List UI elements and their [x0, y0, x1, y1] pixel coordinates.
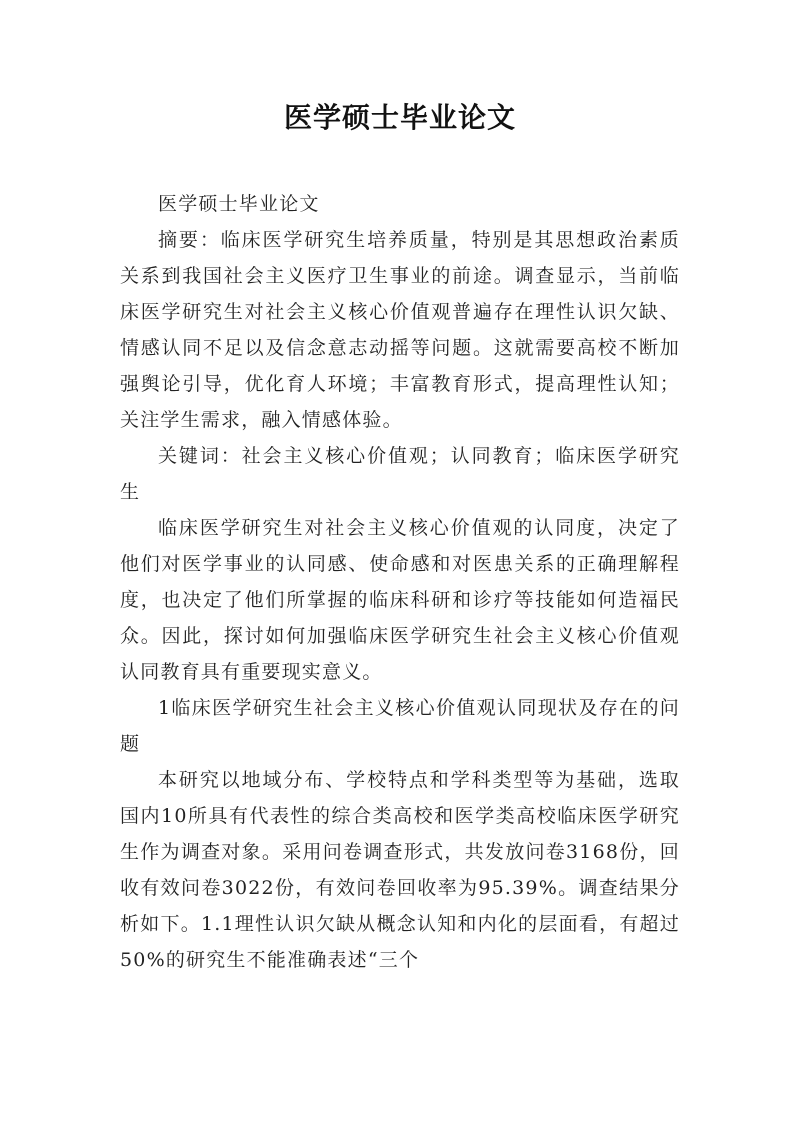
- paragraph-heading-repeat: 医学硕士毕业论文: [158, 193, 320, 215]
- document-body: [120, 186, 680, 978]
- paragraph-keywords: 关键词：社会主义核心价值观；认同教育；临床医学研究生: [120, 445, 680, 503]
- section-heading-1: 1临床医学研究生社会主义核心价值观认同现状及存在的问题: [120, 697, 680, 755]
- document-title: 医学硕士毕业论文: [283, 101, 516, 134]
- paragraph-survey: 本研究以地域分布、学校特点和学科类型等为基础，选取国内10所具有代表性的综合类高校和医学类高校临床医学研究生作为调查对象。采用问卷调查形式，共发放问卷3168份，回收有效问卷3022份，有效问卷回收率为95.39%。调查结果分析如下。1.1理性认识欠缺从概念认知和内化的层面看，有超过50%的研究生不能准确表述“三个: [120, 769, 680, 971]
- paragraph-introduction: 临床医学研究生对社会主义核心价值观的认同度，决定了他们对医学事业的认同感、使命感和对医患关系的正确理解程度，也决定了他们所掌握的临床科研和诊疗等技能如何造福民众。因此，探讨如何加强临床医学研究生社会主义核心价值观认同教育具有重要现实意义。: [120, 517, 680, 683]
- paragraph-abstract: 摘要：临床医学研究生培养质量，特别是其思想政治素质关系到我国社会主义医疗卫生事业的前途。调查显示，当前临床医学研究生对社会主义核心价值观普遍存在理性认识欠缺、情感认同不足以及信念意志动摇等问题。这就需要高校不断加强舆论引导，优化育人环境；丰富教育形式，提高理性认知；关注学生需求，融入情感体验。: [120, 229, 680, 431]
